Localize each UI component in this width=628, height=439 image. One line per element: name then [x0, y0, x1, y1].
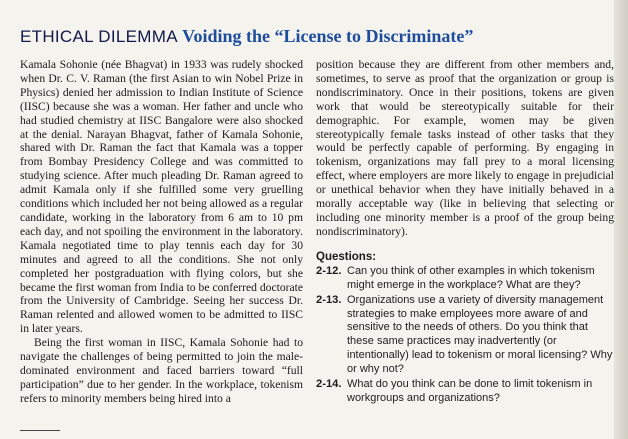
- question-text: Can you think of other examples in which tokenism might emerge in the workplace? What are they?: [347, 264, 595, 291]
- right-column: [316, 58, 614, 406]
- question-number: 2-12.: [316, 264, 342, 277]
- question-item: [316, 378, 614, 406]
- question-text: What do you think can be done to limit tokenism in workgroups and organizations?: [347, 378, 593, 404]
- question-number: 2-14.: [316, 378, 342, 391]
- footnote-rule: [20, 430, 60, 431]
- page-binding-shadow: [614, 0, 628, 439]
- questions-heading: Questions:: [316, 250, 377, 263]
- heading-title: Voiding the “License to Discriminate”: [182, 26, 474, 46]
- question-item: [316, 265, 614, 293]
- question-text: Organizations use a variety of diversity management strategies to make employees more aware of and sensitive to the needs of others. Do you think that these same practices may inadvertently (or intentionally) lead to tokenism or moral licensing? Why or why not?: [347, 293, 613, 376]
- body-paragraph-2: Being the first woman in IISC, Kamala Sohonie had to navigate the challenges of being permitted to join the male-dominated environment and faced barriers toward “full participation” due to her gender. In the workplace, tokenism refers to minority members being hired into a: [20, 336, 303, 405]
- question-item: [316, 294, 614, 377]
- body-paragraph-1: Kamala Sohonie (née Bhagvat) in 1933 was rudely shocked when Dr. C. V. Raman (the first Asian to win Nobel Prize in Physics) denied her admission to Indian Institute of Science (IISC) because she was a woman. Her father and uncle who had studied chemistry at IISC Bangalore were also shocked at the denial. Narayan Bhagvat, father of Kamala Sohonie, shared with Dr. Raman the fact that Kamala was a topper from Bombay Presidency College and was committed to studying science. After much pleading Dr. Raman agreed to admit Kamala only if she fulfilled some very gruelling conditions which included her not being allowed as a regular candidate, working in the laboratory from 6 am to 10 pm each day, and not spoiling the environment in the laboratory. Kamala negotiated time to play tennis each day for 30 minutes and agreed to all the conditions. She not only completed her postgraduation with flying colors, but she became the first woman from India to be conferred doctorate from the University of Cambridge. Seeing her success Dr. Raman relented and allowed women to be admitted to IISC in later years.: [20, 58, 303, 336]
- heading-kicker: ETHICAL DILEMMA: [20, 27, 178, 46]
- section-heading: [20, 26, 610, 47]
- question-number: 2-13.: [316, 293, 342, 306]
- left-column: [20, 58, 303, 406]
- body-paragraph-continued: position because they are different from other members and, sometimes, to serve as proof that the organization or group is nondiscriminatory. Once in their positions, tokens are given work that would be stereotypically suitable for their demographic. For example, women may be given stereotypically female tasks instead of other tasks that they would be perfectly capable of performing. By engaging in tokenism, organizations may fall prey to a moral licensing effect, where employers are more likely to engage in prejudicial or unethical behavior when they have initially behaved in a morally acceptable way (like in believing that selecting or including one minority member is a proof of the group being nondiscriminatory).: [316, 58, 614, 238]
